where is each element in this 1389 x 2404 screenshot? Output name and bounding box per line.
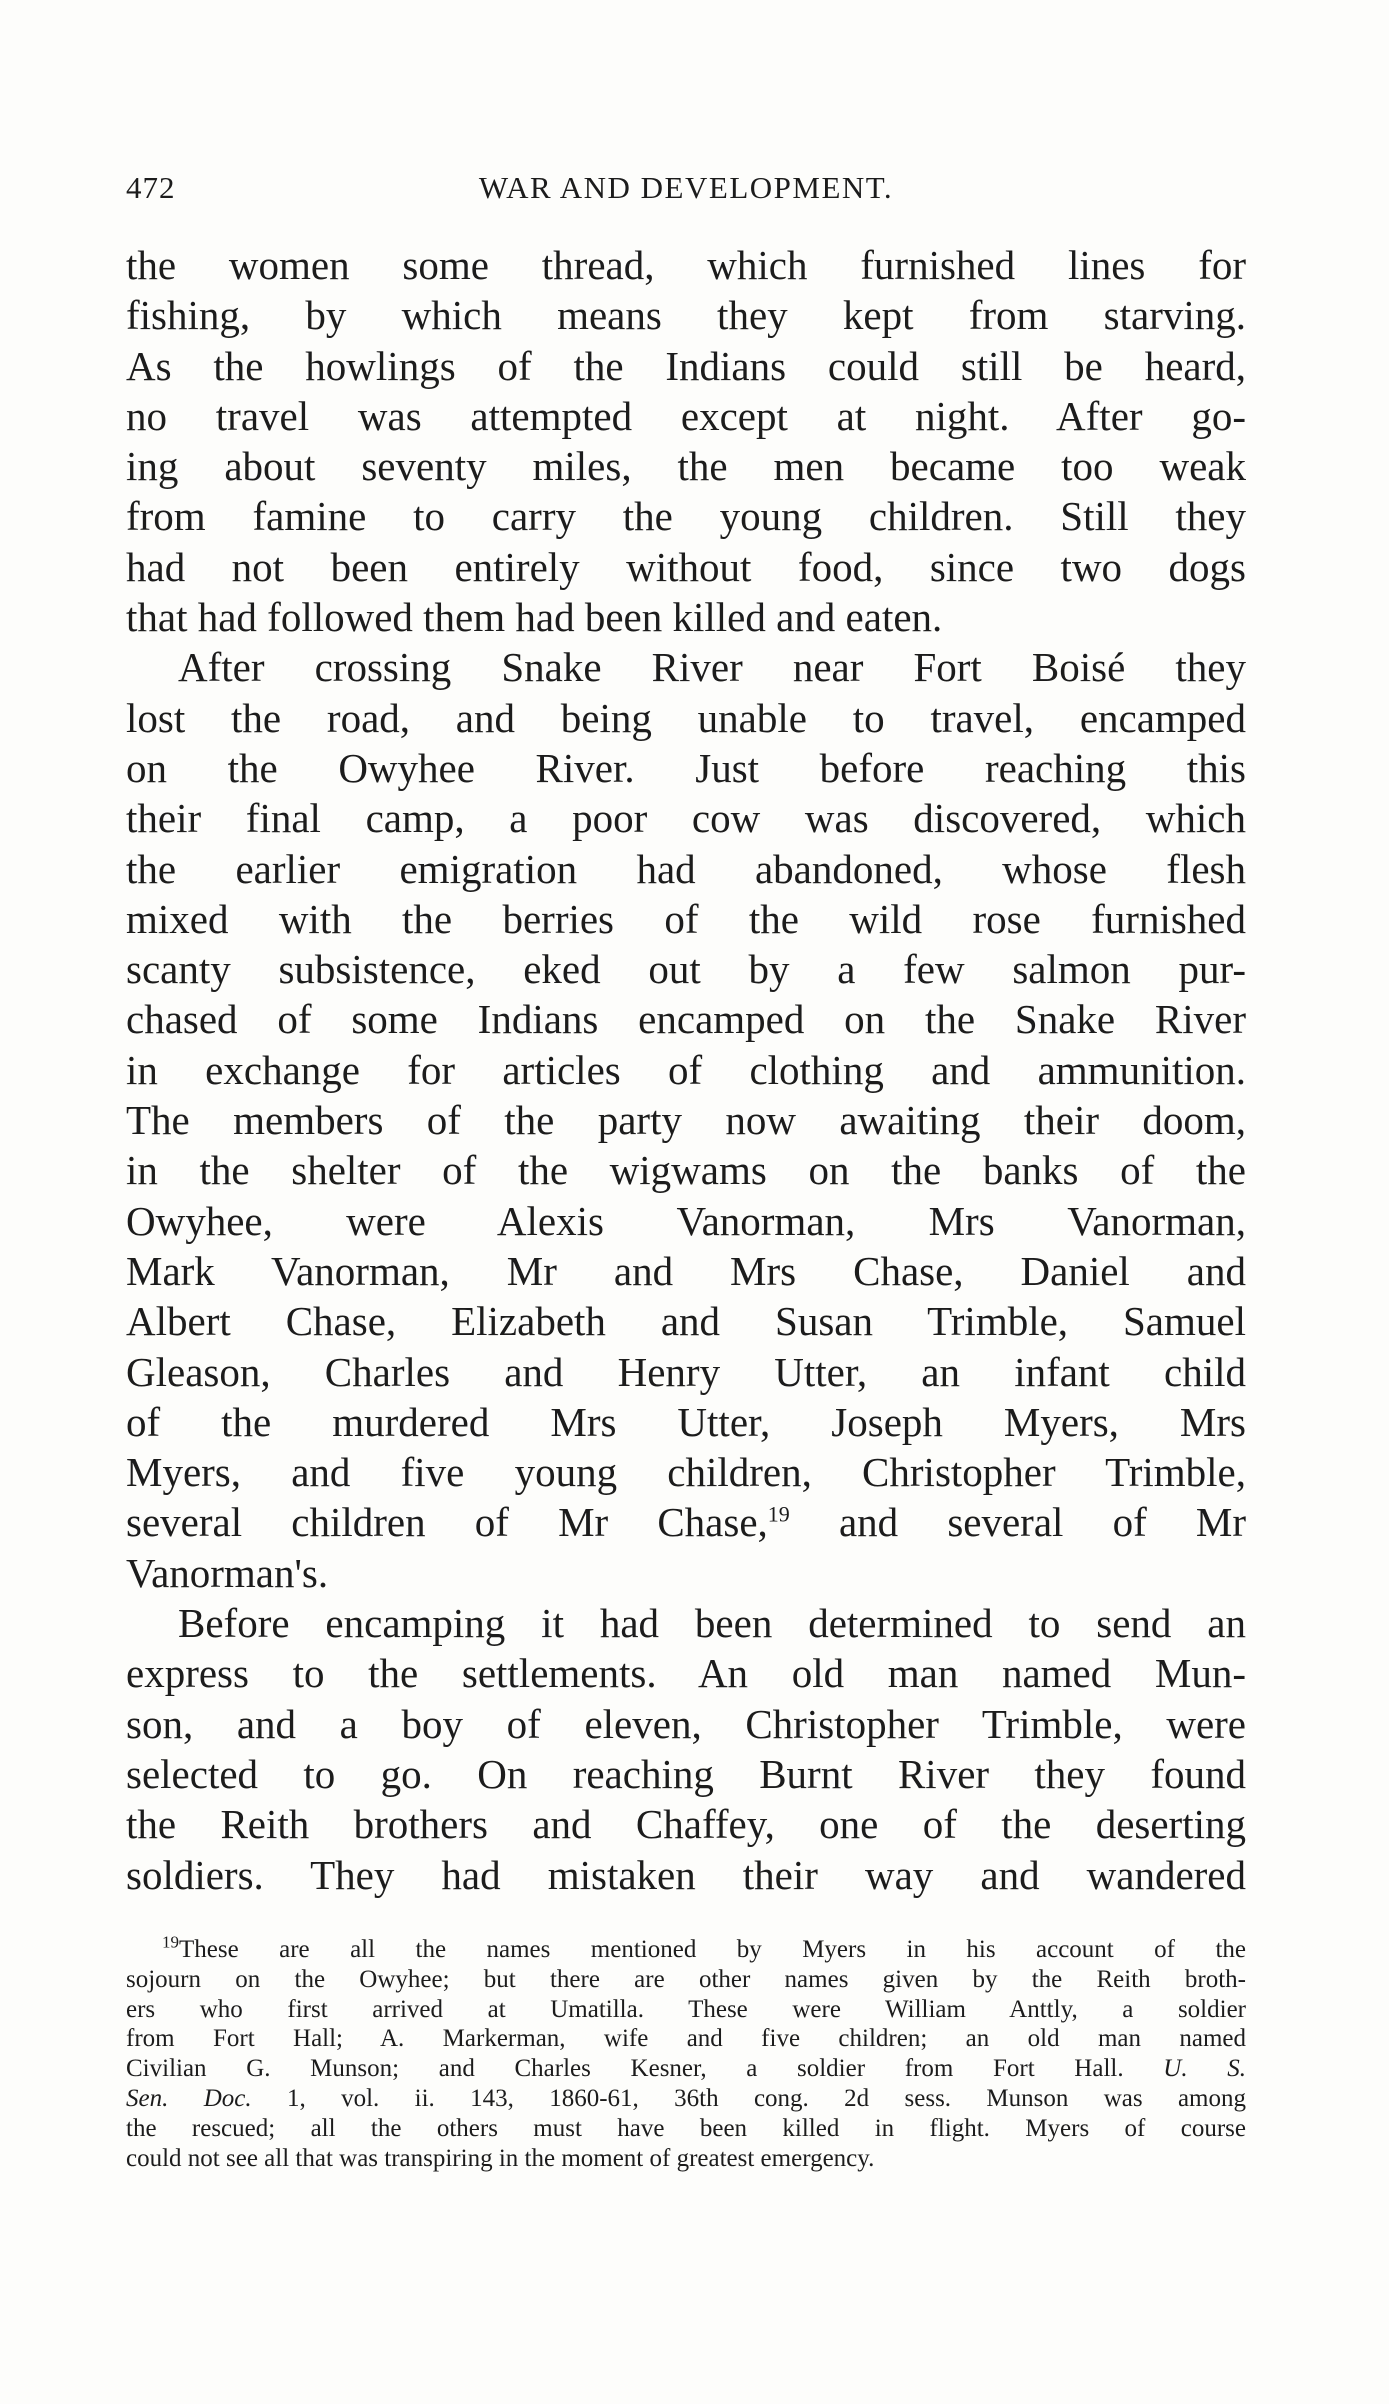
paragraph-3 bbox=[126, 1598, 1246, 1900]
text-fragment: These are all the names mentioned by Myers in his account of the bbox=[179, 1936, 1246, 1963]
text-line: Owyhee, were Alexis Vanorman, Mrs Vanorman, bbox=[126, 1197, 1246, 1244]
footnote-line: sojourn on the Owyhee; but there are other names given by the Reith broth- bbox=[126, 1965, 1246, 1993]
footnote-number: 19 bbox=[162, 1932, 179, 1952]
paragraph-1 bbox=[126, 240, 1246, 642]
citation-italic: Sen. Doc. bbox=[126, 2084, 252, 2112]
text-line: Before encamping it had been determined to send an bbox=[178, 1600, 1246, 1647]
text-line: The members of the party now awaiting their doom, bbox=[126, 1097, 1246, 1144]
citation-italic: U. S. bbox=[1163, 2055, 1246, 2083]
text-line: no travel was attempted except at night. After go- bbox=[126, 392, 1246, 439]
footnote-reference[interactable]: 19 bbox=[767, 1501, 790, 1527]
footnote-line: ers who first arrived at Umatilla. These were William Anttly, a soldier bbox=[126, 1995, 1246, 2023]
text-line: the women some thread, which furnished lines for bbox=[126, 242, 1246, 288]
text-line: had not been entirely without food, since two dogs bbox=[126, 543, 1246, 590]
footnote-line bbox=[126, 2084, 1246, 2114]
text-line: Mark Vanorman, Mr and Mrs Chase, Daniel and bbox=[126, 1247, 1246, 1294]
text-line: scanty subsistence, eked out by a few salmon pur- bbox=[126, 946, 1246, 993]
text-line: Vanorman's. bbox=[126, 1549, 329, 1596]
text-fragment: several children of Mr Chase, bbox=[126, 1499, 768, 1546]
text-line: Albert Chase, Elizabeth and Susan Trimble, Samuel bbox=[126, 1298, 1246, 1345]
text-line: After crossing Snake River near Fort Boisé they bbox=[178, 644, 1246, 691]
text-line: in exchange for articles of clothing and ammunition. bbox=[126, 1046, 1246, 1093]
text-line: ing about seventy miles, the men became too weak bbox=[126, 443, 1246, 490]
text-fragment: 1, vol. ii. 143, 1860-61, 36th cong. 2d sess. Munson was among bbox=[286, 2084, 1246, 2112]
footnote-line: could not see all that was transpiring in the moment of greatest emergency. bbox=[126, 2144, 875, 2172]
footnote-line: the rescued; all the others must have been killed in flight. Myers of course bbox=[126, 2114, 1246, 2142]
text-line: As the howlings of the Indians could still be heard, bbox=[126, 342, 1246, 389]
footnote bbox=[126, 1932, 1246, 2173]
page-number: 472 bbox=[126, 170, 176, 205]
text-line: son, and a boy of eleven, Christopher Trimble, were bbox=[126, 1700, 1246, 1747]
running-title: WAR AND DEVELOPMENT. bbox=[478, 170, 894, 205]
text-line: that had followed them had been killed and eaten. bbox=[126, 594, 943, 641]
paragraph-2 bbox=[126, 642, 1246, 1598]
text-line: the Reith brothers and Chaffey, one of the deserting bbox=[126, 1801, 1246, 1848]
text-line: Myers, and five young children, Christopher Trimble, bbox=[126, 1449, 1246, 1496]
text-line: soldiers. They had mistaken their way and wandered bbox=[126, 1851, 1246, 1898]
text-line: from famine to carry the young children. Still they bbox=[126, 493, 1246, 540]
body-text bbox=[126, 240, 1246, 1900]
text-line: fishing, by which means they kept from starving. bbox=[126, 292, 1246, 339]
text-fragment: Civilian G. Munson; and Charles Kesner, a soldier from Fort Hall. bbox=[126, 2055, 1124, 2083]
footnote-line bbox=[126, 1932, 1246, 1965]
text-fragment: and several of Mr bbox=[838, 1499, 1247, 1546]
footnote-line bbox=[126, 2054, 1246, 2084]
footnote-line: from Fort Hall; A. Markerman, wife and five children; an old man named bbox=[126, 2025, 1246, 2053]
text-line: their final camp, a poor cow was discovered, which bbox=[126, 795, 1246, 842]
text-line: in the shelter of the wigwams on the banks of the bbox=[126, 1147, 1246, 1194]
text-line: the earlier emigration had abandoned, whose flesh bbox=[126, 845, 1246, 892]
text-line: lost the road, and being unable to travel, encamped bbox=[126, 694, 1246, 741]
text-line: chased of some Indians encamped on the Snake River bbox=[126, 996, 1246, 1043]
text-line-with-footnote-ref bbox=[126, 1497, 1246, 1547]
text-line: selected to go. On reaching Burnt River they found bbox=[126, 1750, 1246, 1797]
text-line: Gleason, Charles and Henry Utter, an infant child bbox=[126, 1348, 1246, 1395]
text-line: of the murdered Mrs Utter, Joseph Myers, Mrs bbox=[126, 1398, 1246, 1445]
text-line: on the Owyhee River. Just before reaching this bbox=[126, 744, 1246, 791]
running-head bbox=[126, 170, 1246, 218]
text-line: mixed with the berries of the wild rose furnished bbox=[126, 895, 1246, 942]
text-line: express to the settlements. An old man named Mun- bbox=[126, 1650, 1246, 1697]
